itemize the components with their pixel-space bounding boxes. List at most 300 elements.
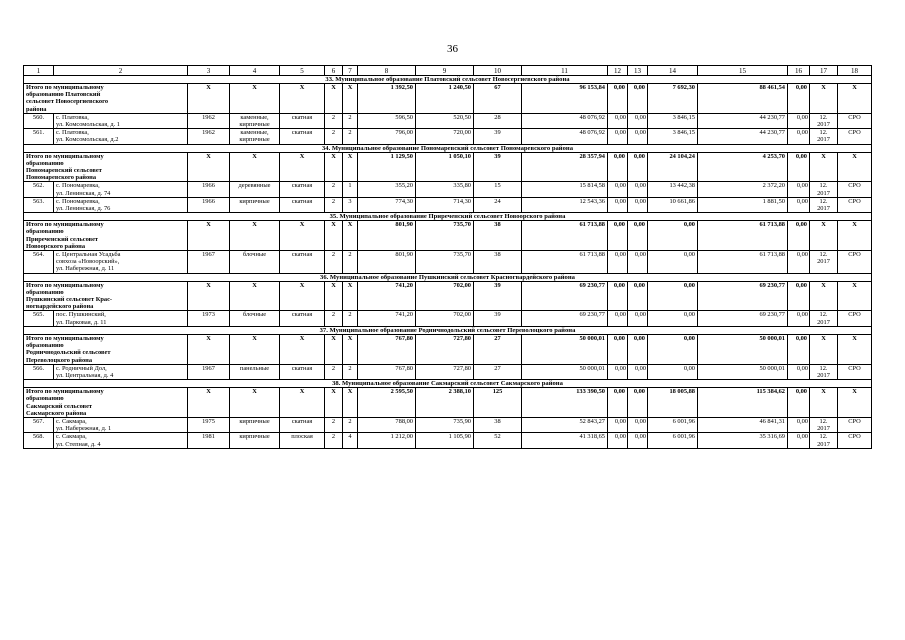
- address-line: с. Сакмара,: [56, 433, 87, 441]
- cost-budget: 0,00: [628, 182, 648, 197]
- total-cell: X: [838, 221, 872, 251]
- cost-other: 0,00: [788, 129, 810, 144]
- total-label: [24, 281, 188, 311]
- total-cell: 133 390,50: [522, 388, 608, 418]
- table-row: [24, 197, 872, 212]
- wall-material-line: панельные: [239, 364, 270, 372]
- total-area: 767,80: [358, 364, 416, 379]
- completion-date: [810, 129, 838, 144]
- cost-other: 0,00: [788, 113, 810, 128]
- total-cell: 0,00: [788, 152, 810, 182]
- address: [54, 364, 188, 379]
- total-cell: 735,70: [416, 221, 474, 251]
- total-label-line: Новоорского района: [26, 242, 86, 250]
- cost-other: 0,00: [788, 311, 810, 326]
- cost-owners: 1 881,50: [698, 197, 788, 212]
- cost-budget: 0,00: [628, 251, 648, 274]
- housing-register-table: [23, 65, 872, 449]
- total-cell: 0,00: [648, 221, 698, 251]
- row-number: 564.: [24, 251, 54, 274]
- total-label-line: района: [26, 105, 47, 113]
- total-cell: 727,80: [416, 334, 474, 364]
- method: СРО: [838, 364, 872, 379]
- wall-material: [230, 197, 280, 212]
- total-cell: 0,00: [608, 152, 628, 182]
- total-cell: X: [230, 388, 280, 418]
- cost-local: 0,00: [648, 364, 698, 379]
- cost-other: 0,00: [788, 197, 810, 212]
- total-cell: X: [343, 152, 358, 182]
- address-line: с. Пономаревка,: [56, 197, 100, 205]
- column-number: 9: [416, 66, 474, 76]
- total-cell: 1 129,50: [358, 152, 416, 182]
- total-cell: 801,90: [358, 221, 416, 251]
- method: СРО: [838, 311, 872, 326]
- total-cell: 50 000,01: [698, 334, 788, 364]
- total-cell: 38: [474, 221, 522, 251]
- method: СРО: [838, 251, 872, 274]
- total-label-line: Родничнодольский сельсовет: [26, 349, 111, 357]
- total-cell: 1 240,50: [416, 84, 474, 114]
- entrances: 2: [343, 129, 358, 144]
- address: [54, 197, 188, 212]
- column-number: 11: [522, 66, 608, 76]
- address: [54, 113, 188, 128]
- total-label-line: Итого по муниципальному: [26, 334, 104, 342]
- column-number: 17: [810, 66, 838, 76]
- cost-fund: 0,00: [608, 311, 628, 326]
- wall-material: [230, 182, 280, 197]
- total-cell: 39: [474, 281, 522, 311]
- total-cell: 39: [474, 152, 522, 182]
- total-cell: 0,00: [648, 334, 698, 364]
- completion-date-line: 2017: [817, 258, 830, 266]
- completion-date: [810, 311, 838, 326]
- floors: 2: [325, 129, 343, 144]
- wall-material-line: кирпичные: [239, 136, 270, 144]
- column-number: 10: [474, 66, 522, 76]
- row-number: 566.: [24, 364, 54, 379]
- completion-date-line: 2017: [817, 189, 830, 197]
- column-number: 12: [608, 66, 628, 76]
- wall-material: [230, 417, 280, 432]
- total-cell: 61 713,88: [522, 221, 608, 251]
- wall-material: [230, 113, 280, 128]
- completion-date-line: 2017: [817, 440, 830, 448]
- total-cell: 0,00: [628, 84, 648, 114]
- completion-date: [810, 182, 838, 197]
- cost-fund: 0,00: [608, 364, 628, 379]
- table-row: [24, 182, 872, 197]
- cost-local: 13 442,38: [648, 182, 698, 197]
- total-cell: 0,00: [628, 281, 648, 311]
- completion-date: [810, 113, 838, 128]
- living-area: 720,00: [416, 129, 474, 144]
- living-area: 727,80: [416, 364, 474, 379]
- section-title-row: [24, 326, 872, 334]
- total-cell: X: [230, 221, 280, 251]
- total-label-line: Переволоцкого района: [26, 356, 93, 364]
- section-title: 36. Муниципальное образование Пушкинский сельсовет Красногвардейского района: [24, 273, 872, 281]
- residents: 39: [474, 129, 522, 144]
- cost-budget: 0,00: [628, 364, 648, 379]
- roof-type: скатная: [280, 251, 325, 274]
- entrances: 2: [343, 417, 358, 432]
- section-total-row: [24, 84, 872, 114]
- method: СРО: [838, 182, 872, 197]
- total-cell: X: [838, 334, 872, 364]
- total-cell: 0,00: [628, 152, 648, 182]
- total-cell: X: [230, 281, 280, 311]
- row-number: 567.: [24, 417, 54, 432]
- section-total-row: [24, 152, 872, 182]
- entrances: 2: [343, 311, 358, 326]
- table-row: [24, 251, 872, 274]
- completion-date: [810, 197, 838, 212]
- completion-date: [810, 433, 838, 448]
- total-label-line: образованию: [26, 228, 64, 236]
- total-cell: X: [280, 281, 325, 311]
- roof-type: скатная: [280, 182, 325, 197]
- row-number: 560.: [24, 113, 54, 128]
- table-row: [24, 113, 872, 128]
- total-label-line: Итого по муниципальному: [26, 281, 104, 289]
- address-line: ул. Комсомольская, д. 1: [56, 121, 120, 129]
- column-number: 15: [698, 66, 788, 76]
- address-line: с. Пономаревка,: [56, 182, 100, 190]
- year-built: 1975: [188, 417, 230, 432]
- total-cell: 1 050,10: [416, 152, 474, 182]
- wall-material-line: кирпичные: [239, 121, 270, 129]
- total-cell: X: [280, 221, 325, 251]
- cost-other: 0,00: [788, 417, 810, 432]
- cost-owners: 44 230,77: [698, 129, 788, 144]
- total-cell: 0,00: [628, 221, 648, 251]
- completion-date-line: 2017: [817, 205, 830, 213]
- total-cell: 0,00: [608, 221, 628, 251]
- cost-total: 50 000,01: [522, 364, 608, 379]
- cost-owners: 44 230,77: [698, 113, 788, 128]
- cost-total: 12 543,36: [522, 197, 608, 212]
- year-built: 1973: [188, 311, 230, 326]
- column-number: 16: [788, 66, 810, 76]
- total-cell: X: [188, 84, 230, 114]
- year-built: 1966: [188, 182, 230, 197]
- total-area: 1 212,00: [358, 433, 416, 448]
- method: СРО: [838, 129, 872, 144]
- cost-budget: 0,00: [628, 433, 648, 448]
- living-area: 520,50: [416, 113, 474, 128]
- wall-material: [230, 251, 280, 274]
- total-label-line: Сакмарского района: [26, 409, 87, 417]
- total-cell: X: [188, 152, 230, 182]
- total-cell: 0,00: [608, 388, 628, 418]
- completion-date-line: 2017: [817, 371, 830, 379]
- total-label: [24, 221, 188, 251]
- section-title: 35. Муниципальное образование Приреченский сельсовет Новоорского района: [24, 213, 872, 221]
- total-cell: X: [325, 221, 343, 251]
- total-cell: 61 713,88: [698, 221, 788, 251]
- section-title-row: [24, 76, 872, 84]
- total-cell: X: [838, 281, 872, 311]
- residents: 27: [474, 364, 522, 379]
- cost-local: 0,00: [648, 251, 698, 274]
- total-area: 355,20: [358, 182, 416, 197]
- total-label-line: ногвардейского района: [26, 303, 94, 311]
- total-cell: 0,00: [648, 281, 698, 311]
- address-line: ул. Комсомольская, д.2: [56, 136, 119, 144]
- entrances: 2: [343, 113, 358, 128]
- total-cell: 767,80: [358, 334, 416, 364]
- total-cell: 0,00: [788, 281, 810, 311]
- address-line: с. Платовка,: [56, 129, 89, 137]
- section-total-row: [24, 281, 872, 311]
- total-area: 596,50: [358, 113, 416, 128]
- total-label: [24, 388, 188, 418]
- cost-owners: 46 841,31: [698, 417, 788, 432]
- total-label-line: Сакмарский сельсовет: [26, 402, 93, 410]
- living-area: 735,70: [416, 251, 474, 274]
- wall-material-line: каменные,: [240, 113, 269, 121]
- column-number: 18: [838, 66, 872, 76]
- total-cell: 27: [474, 334, 522, 364]
- cost-owners: 69 230,77: [698, 311, 788, 326]
- cost-fund: 0,00: [608, 182, 628, 197]
- year-built: 1967: [188, 251, 230, 274]
- total-cell: 741,20: [358, 281, 416, 311]
- entrances: 1: [343, 182, 358, 197]
- total-label: [24, 152, 188, 182]
- cost-budget: 0,00: [628, 129, 648, 144]
- year-built: 1966: [188, 197, 230, 212]
- total-cell: X: [343, 334, 358, 364]
- address: [54, 417, 188, 432]
- row-number: 568.: [24, 433, 54, 448]
- total-cell: X: [188, 221, 230, 251]
- total-cell: 88 461,54: [698, 84, 788, 114]
- column-number: 3: [188, 66, 230, 76]
- method: СРО: [838, 417, 872, 432]
- method: СРО: [838, 197, 872, 212]
- total-cell: 69 230,77: [522, 281, 608, 311]
- total-cell: X: [810, 221, 838, 251]
- column-number: 4: [230, 66, 280, 76]
- total-cell: X: [343, 388, 358, 418]
- total-cell: 115 384,62: [698, 388, 788, 418]
- total-cell: X: [810, 281, 838, 311]
- total-cell: X: [810, 334, 838, 364]
- total-cell: 0,00: [608, 334, 628, 364]
- total-cell: 2 595,50: [358, 388, 416, 418]
- floors: 2: [325, 182, 343, 197]
- section-title: 33. Муниципальное образование Платовский сельсовет Новосергиевского района: [24, 76, 872, 84]
- address-line: ул. Ленинская, д. 74: [56, 189, 111, 197]
- cost-total: 52 843,27: [522, 417, 608, 432]
- address: [54, 311, 188, 326]
- completion-date-line: 12.: [819, 129, 828, 137]
- floors: 2: [325, 113, 343, 128]
- total-cell: 0,00: [788, 388, 810, 418]
- wall-material: [230, 129, 280, 144]
- total-cell: X: [188, 281, 230, 311]
- total-cell: X: [343, 84, 358, 114]
- address-line: с. Центральная Усадьба: [56, 251, 121, 259]
- address-line: ул. Степная, д. 4: [56, 440, 101, 448]
- total-cell: X: [280, 334, 325, 364]
- total-label-line: образованию: [26, 159, 64, 167]
- cost-owners: 35 316,69: [698, 433, 788, 448]
- column-number: 6: [325, 66, 343, 76]
- total-cell: X: [343, 281, 358, 311]
- year-built: 1962: [188, 129, 230, 144]
- total-label: [24, 84, 188, 114]
- address-line: ул. Парковая, д. 11: [56, 318, 107, 326]
- total-cell: X: [188, 334, 230, 364]
- wall-material-line: кирпичные: [239, 197, 270, 205]
- total-area: 741,20: [358, 311, 416, 326]
- cost-total: 48 076,92: [522, 129, 608, 144]
- completion-date-line: 2017: [817, 121, 830, 129]
- roof-type: скатная: [280, 129, 325, 144]
- total-cell: 0,00: [628, 388, 648, 418]
- page-number: 36: [447, 43, 458, 55]
- address-line: с. Платовка,: [56, 113, 89, 121]
- total-cell: 0,00: [628, 334, 648, 364]
- roof-type: скатная: [280, 364, 325, 379]
- residents: 52: [474, 433, 522, 448]
- completion-date-line: 12.: [819, 113, 828, 121]
- address-line: ул. Центральная, д. 4: [56, 371, 114, 379]
- total-label-line: Приреченский сельсовет: [26, 235, 99, 243]
- section-title-row: [24, 213, 872, 221]
- cost-other: 0,00: [788, 251, 810, 274]
- total-cell: 702,00: [416, 281, 474, 311]
- residents: 28: [474, 113, 522, 128]
- cost-local: 3 846,15: [648, 129, 698, 144]
- address-line: ул. Ленинская, д. 76: [56, 205, 111, 213]
- total-cell: X: [325, 84, 343, 114]
- completion-date: [810, 417, 838, 432]
- total-cell: X: [810, 84, 838, 114]
- total-area: 796,00: [358, 129, 416, 144]
- wall-material: [230, 433, 280, 448]
- completion-date-line: 12.: [819, 197, 828, 205]
- residents: 24: [474, 197, 522, 212]
- total-cell: X: [280, 388, 325, 418]
- total-cell: 4 253,70: [698, 152, 788, 182]
- address: [54, 433, 188, 448]
- column-number-row: [24, 66, 872, 76]
- section-total-row: [24, 334, 872, 364]
- floors: 2: [325, 311, 343, 326]
- cost-owners: 2 372,20: [698, 182, 788, 197]
- living-area: 335,80: [416, 182, 474, 197]
- address-line: пос. Пушкинский,: [56, 311, 106, 319]
- total-label-line: Пушкинский сельсовет Крас-: [26, 296, 113, 304]
- cost-fund: 0,00: [608, 113, 628, 128]
- wall-material-line: блочные: [242, 311, 267, 319]
- column-number: 2: [54, 66, 188, 76]
- total-label-line: образованию Платовский: [26, 91, 101, 99]
- total-cell: 69 230,77: [698, 281, 788, 311]
- residents: 15: [474, 182, 522, 197]
- entrances: 4: [343, 433, 358, 448]
- living-area: 714,30: [416, 197, 474, 212]
- row-number: 561.: [24, 129, 54, 144]
- wall-material-line: кирпичные: [239, 417, 270, 425]
- total-label: [24, 334, 188, 364]
- living-area: 1 105,90: [416, 433, 474, 448]
- roof-type: скатная: [280, 417, 325, 432]
- completion-date-line: 12.: [819, 433, 828, 441]
- cost-total: 48 076,92: [522, 113, 608, 128]
- cost-budget: 0,00: [628, 197, 648, 212]
- residents: 38: [474, 417, 522, 432]
- floors: 2: [325, 417, 343, 432]
- address: [54, 251, 188, 274]
- total-label-line: Итого по муниципальному: [26, 221, 104, 229]
- section-title-row: [24, 273, 872, 281]
- cost-budget: 0,00: [628, 417, 648, 432]
- entrances: 2: [343, 364, 358, 379]
- total-cell: X: [280, 84, 325, 114]
- completion-date-line: 12.: [819, 182, 828, 190]
- cost-local: 10 661,86: [648, 197, 698, 212]
- column-number: 1: [24, 66, 54, 76]
- cost-fund: 0,00: [608, 251, 628, 274]
- total-label-line: Пономаревский сельсовет: [26, 167, 102, 175]
- completion-date-line: 12.: [819, 364, 828, 372]
- wall-material: [230, 364, 280, 379]
- total-cell: 7 692,30: [648, 84, 698, 114]
- completion-date: [810, 251, 838, 274]
- residents: 38: [474, 251, 522, 274]
- completion-date: [810, 364, 838, 379]
- total-cell: X: [325, 388, 343, 418]
- cost-fund: 0,00: [608, 129, 628, 144]
- total-label-line: образованию: [26, 288, 64, 296]
- total-cell: 28 357,94: [522, 152, 608, 182]
- total-cell: 18 005,88: [648, 388, 698, 418]
- cost-total: 41 318,65: [522, 433, 608, 448]
- entrances: 2: [343, 251, 358, 274]
- total-cell: X: [810, 388, 838, 418]
- section-title: 34. Муниципальное образование Пономаревский сельсовет Пономаревского района: [24, 144, 872, 152]
- residents: 39: [474, 311, 522, 326]
- cost-other: 0,00: [788, 364, 810, 379]
- table-row: [24, 417, 872, 432]
- total-label-line: Итого по муниципальному: [26, 84, 104, 91]
- cost-total: 15 814,58: [522, 182, 608, 197]
- living-area: 702,00: [416, 311, 474, 326]
- column-number: 8: [358, 66, 416, 76]
- cost-local: 3 846,15: [648, 113, 698, 128]
- total-cell: 1 392,50: [358, 84, 416, 114]
- cost-other: 0,00: [788, 182, 810, 197]
- cost-other: 0,00: [788, 433, 810, 448]
- address-line: с. Сакмара,: [56, 417, 87, 425]
- total-cell: X: [838, 152, 872, 182]
- completion-date-line: 2017: [817, 136, 830, 144]
- year-built: 1981: [188, 433, 230, 448]
- total-area: 788,00: [358, 417, 416, 432]
- total-cell: 125: [474, 388, 522, 418]
- year-built: 1962: [188, 113, 230, 128]
- method: СРО: [838, 113, 872, 128]
- total-area: 801,90: [358, 251, 416, 274]
- floors: 2: [325, 433, 343, 448]
- total-cell: 0,00: [788, 334, 810, 364]
